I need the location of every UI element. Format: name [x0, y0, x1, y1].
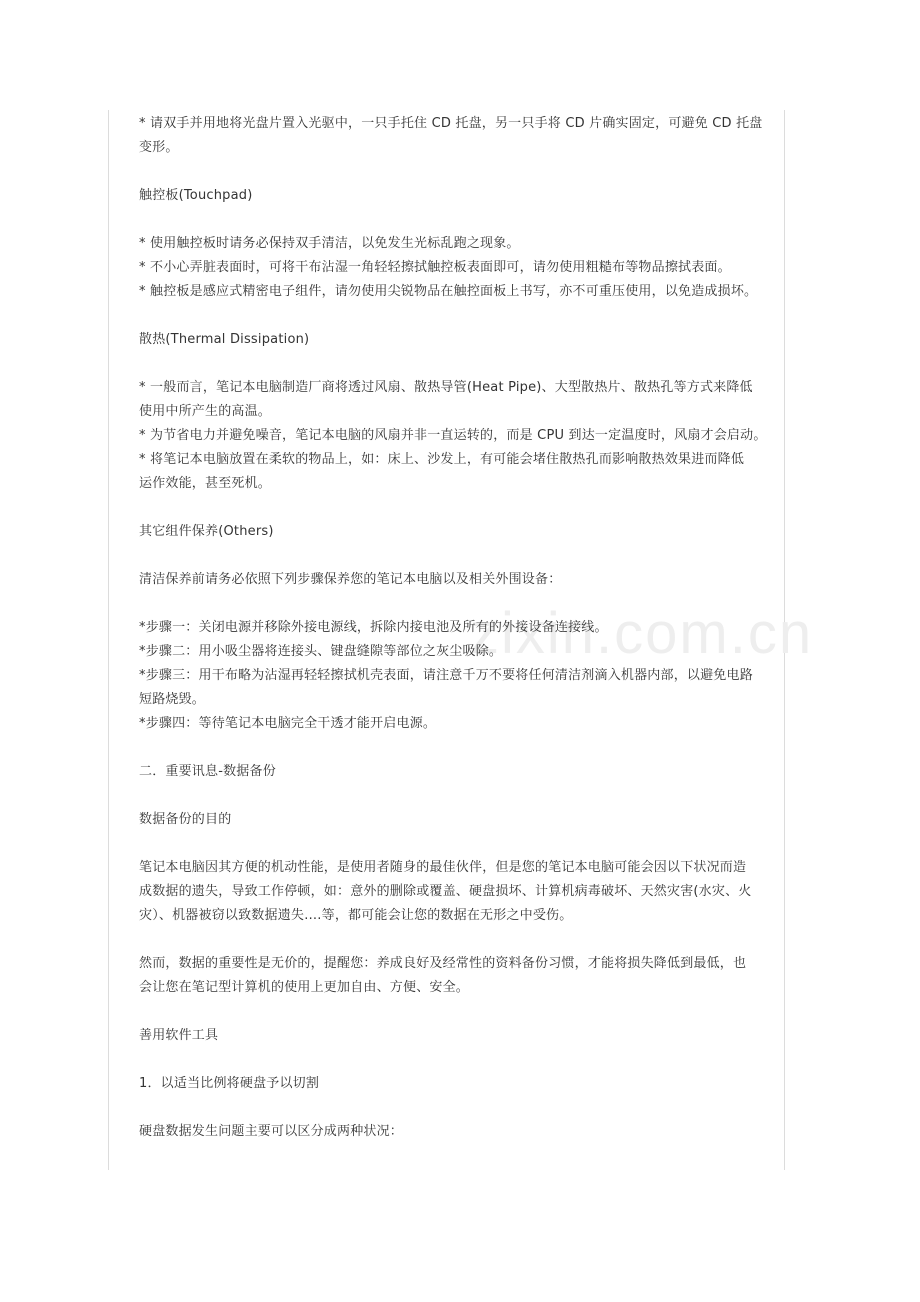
text-line: 笔记本电脑因其方便的机动性能，是使用者随身的最佳伙伴，但是您的笔记本电脑可能会因以下状况而造: [139, 860, 747, 875]
text-line: 成数据的遗失，导致工作停顿，如：意外的删除或覆盖、硬盘损坏、计算机病毒破坏、天然灾害(水灾、火: [139, 884, 752, 899]
document-body: [139, 112, 785, 1144]
heading-thermal: 散热(Thermal Dissipation): [139, 332, 310, 347]
section-heading: [139, 328, 785, 352]
text-line: 清洁保养前请务必依照下列步骤保养您的笔记本电脑以及相关外围设备：: [139, 572, 562, 587]
section-heading: [139, 184, 785, 208]
text-line: 使用中所产生的高温。: [139, 404, 272, 419]
paragraph: [139, 952, 785, 1000]
text-line: * 使用触控板时请务必保持双手清洁，以免发生光标乱跑之现象。: [139, 236, 520, 251]
heading-software-tools: 善用软件工具: [139, 1028, 219, 1043]
heading-touchpad: 触控板(Touchpad): [139, 188, 253, 203]
paragraph: [139, 376, 785, 496]
paragraph: [139, 232, 785, 304]
section-heading: [139, 520, 785, 544]
text-line: 会让您在笔记型计算机的使用上更加自由、方便、安全。: [139, 980, 470, 995]
text-line: * 为节省电力并避免噪音，笔记本电脑的风扇并非一直运转的，而是 CPU 到达一定温度时，风扇才会启动。: [139, 428, 767, 443]
step-item: *步骤四：等待笔记本电脑完全干透才能开启电源。: [139, 716, 437, 731]
section-heading: [139, 808, 785, 832]
paragraph: [139, 856, 785, 928]
heading-data-backup: 二．重要讯息-数据备份: [139, 764, 276, 779]
heading-others: 其它组件保养(Others): [139, 524, 274, 539]
step-item: *步骤三：用干布略为沾湿再轻轻擦拭机壳表面，请注意千万不要将任何清洁剂滴入机器内部，以避免电路: [139, 668, 753, 683]
text-line: * 一般而言，笔记本电脑制造厂商将透过风扇、散热导管(Heat Pipe)、大型散热片、散热孔等方式来降低: [139, 380, 753, 395]
text-line: * 触控板是感应式精密电子组件，请勿使用尖锐物品在触控面板上书写，亦不可重压使用，以免造成损坏。: [139, 284, 758, 299]
text-line: * 请双手并用地将光盘片置入光驱中，一只手托住 CD 托盘，另一只手将 CD 片确实固定，可避免 CD 托盘: [139, 116, 763, 131]
text-line: * 将笔记本电脑放置在柔软的物品上，如：床上、沙发上，有可能会堵住散热孔而影响散热效果进而降低: [139, 452, 745, 467]
heading-backup-purpose: 数据备份的目的: [139, 812, 232, 827]
text-line: * 不小心弄脏表面时，可将干布沾湿一角轻轻擦拭触控板表面即可，请勿使用粗糙布等物品擦拭表面。: [139, 260, 731, 275]
step-item: *步骤二：用小吸尘器将连接头、键盘缝隙等部位之灰尘吸除。: [139, 644, 503, 659]
text-line: 硬盘数据发生问题主要可以区分成两种状况：: [139, 1124, 404, 1139]
paragraph: [139, 112, 785, 160]
section-heading: [139, 1072, 785, 1096]
text-line: 然而，数据的重要性是无价的，提醒您：养成良好及经常性的资料备份习惯，才能将损失降低到最低，也: [139, 956, 747, 971]
paragraph: [139, 568, 785, 592]
step-item: 短路烧毁。: [139, 692, 206, 707]
steps-list: [139, 616, 785, 736]
heading-partition: 1．以适当比例将硬盘予以切割: [139, 1076, 320, 1091]
text-line: 变形。: [139, 140, 179, 155]
watermark: zixin.com.cn: [470, 601, 814, 666]
text-line: 运作效能，甚至死机。: [139, 476, 272, 491]
text-line: 灾）、机器被窃以致数据遗失….等，都可能会让您的数据在无形之中受伤。: [139, 908, 573, 923]
section-heading: [139, 760, 785, 784]
paragraph: [139, 1120, 785, 1144]
step-item: *步骤一：关闭电源并移除外接电源线，拆除内接电池及所有的外接设备连接线。: [139, 620, 608, 635]
section-heading: [139, 1024, 785, 1048]
